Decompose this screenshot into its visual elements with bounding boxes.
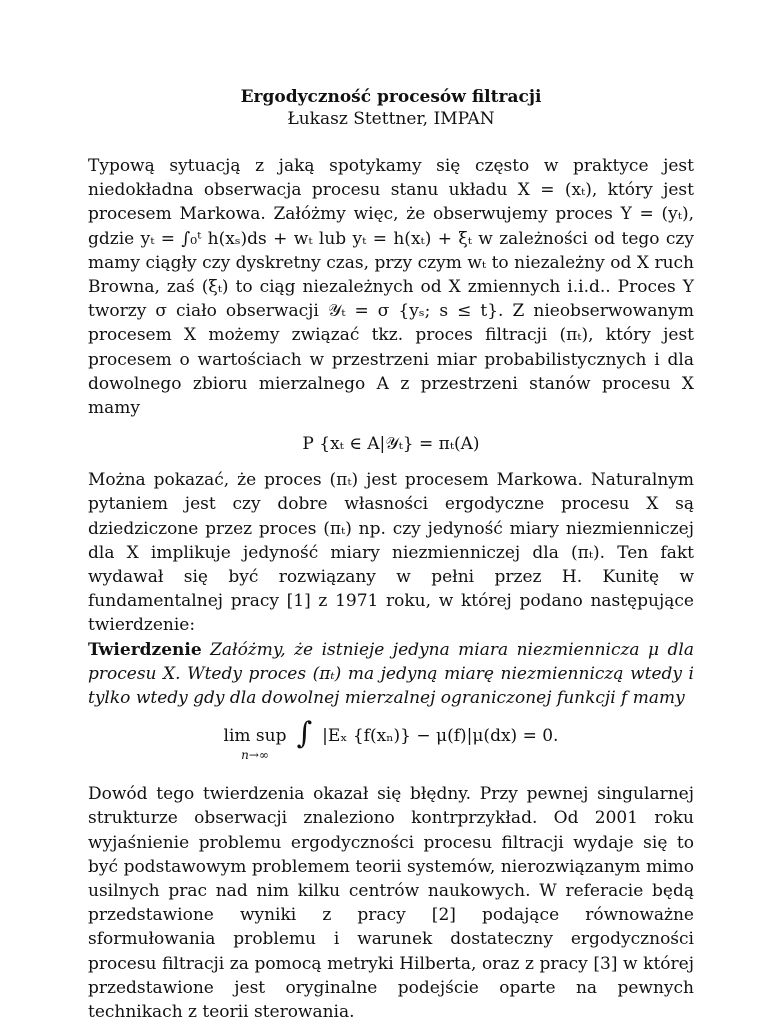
- integral-sign: ∫: [296, 716, 313, 752]
- theorem-heading: Twierdzenie: [88, 639, 202, 660]
- limsup-label: lim sup: [223, 726, 287, 747]
- markov-paragraph: Można pokazać, że proces (πₜ) jest procesem Markowa. Naturalnym pytaniem jest czy dobre własności ergodyczne procesu X są dziedziczone przez proces (πₜ) np. czy jedyność miary niezmienniczej dla X implikuje jedyność miary niezmienniczej dla (πₜ). Ten fakt wydawał się być rozwiązany w pełni przez H. Kunitę w fundamentalnej pracy [1] z 1971 roku, w której podano następujące twierdzenie:: [88, 470, 694, 636]
- theorem-paragraph: [88, 638, 694, 711]
- limsup-equation: [88, 716, 694, 763]
- abstract-page: [88, 86, 694, 1024]
- author-line: Łukasz Stettner, IMPAN: [287, 109, 495, 129]
- filter-equation: P {xₜ ∈ A|𝒴ₜ} = πₜ(A): [302, 434, 480, 455]
- page-title: Ergodyczność procesów filtracji: [240, 87, 542, 107]
- limsup-subscript: n→∞: [241, 748, 269, 763]
- limsup-operator: [224, 724, 287, 762]
- intro-paragraph: Typową sytuacją z jaką spotykamy się często w praktyce jest niedokładna obserwacja procesu stanu układu X = (xₜ), który jest procesem Markowa. Załóżmy więc, że obserwujemy proces Y = (yₜ), gdzie yₜ = ∫₀ᵗ h(xₛ)ds + wₜ lub yₜ = h(xₜ) + ξₜ w zależności od tego czy mamy ciągły czy dyskretny czas, przy czym wₜ to niezależny od X ruch Browna, zaś (ξₜ) to ciąg niezależnych od X zmiennych i.i.d.. Proces Y tworzy σ ciało obserwacji 𝒴ₜ = σ {yₛ; s ≤ t}. Z nieobserwowanym procesem X możemy związać tkz. proces filtracji (πₜ), który jest procesem o wartościach w przestrzeni miar probabilistycznych i dla dowolnego zbioru mierzalnego A z przestrzeni stanów procesu X mamy: [88, 156, 694, 419]
- limsup-integrand: |Eₓ {f(xₙ)} − μ(f)|μ(dx) = 0.: [322, 726, 559, 747]
- conclusion-paragraph: Dowód tego twierdzenia okazał się błędny. Przy pewnej singularnej strukturze obserwacji znaleziono kontrprzykład. Od 2001 roku wyjaśnienie problemu ergodyczności procesu filtracji wydaje się to być podstawowym problemem teorii systemów, nierozwiązanym mimo usilnych prac nad nim kilku centrów naukowych. W referacie będą przedstawione wyniki z pracy [2] podające równoważne sformułowania problemu i warunek dostateczny ergodyczności procesu filtracji za pomocą metryki Hilberta, oraz z pracy [3] w której przedstawione jest oryginalne podejście oparte na pewnych technikach z teorii sterowania.: [88, 784, 694, 1023]
- theorem-statement: Załóżmy, że istnieje jedyna miara niezmiennicza μ dla procesu X. Wtedy proces (πₜ) ma jedyną miarę niezmienniczą wtedy i tylko wtedy gdy dla dowolnej mierzalnej ograniczonej funkcji f mamy: [88, 639, 694, 709]
